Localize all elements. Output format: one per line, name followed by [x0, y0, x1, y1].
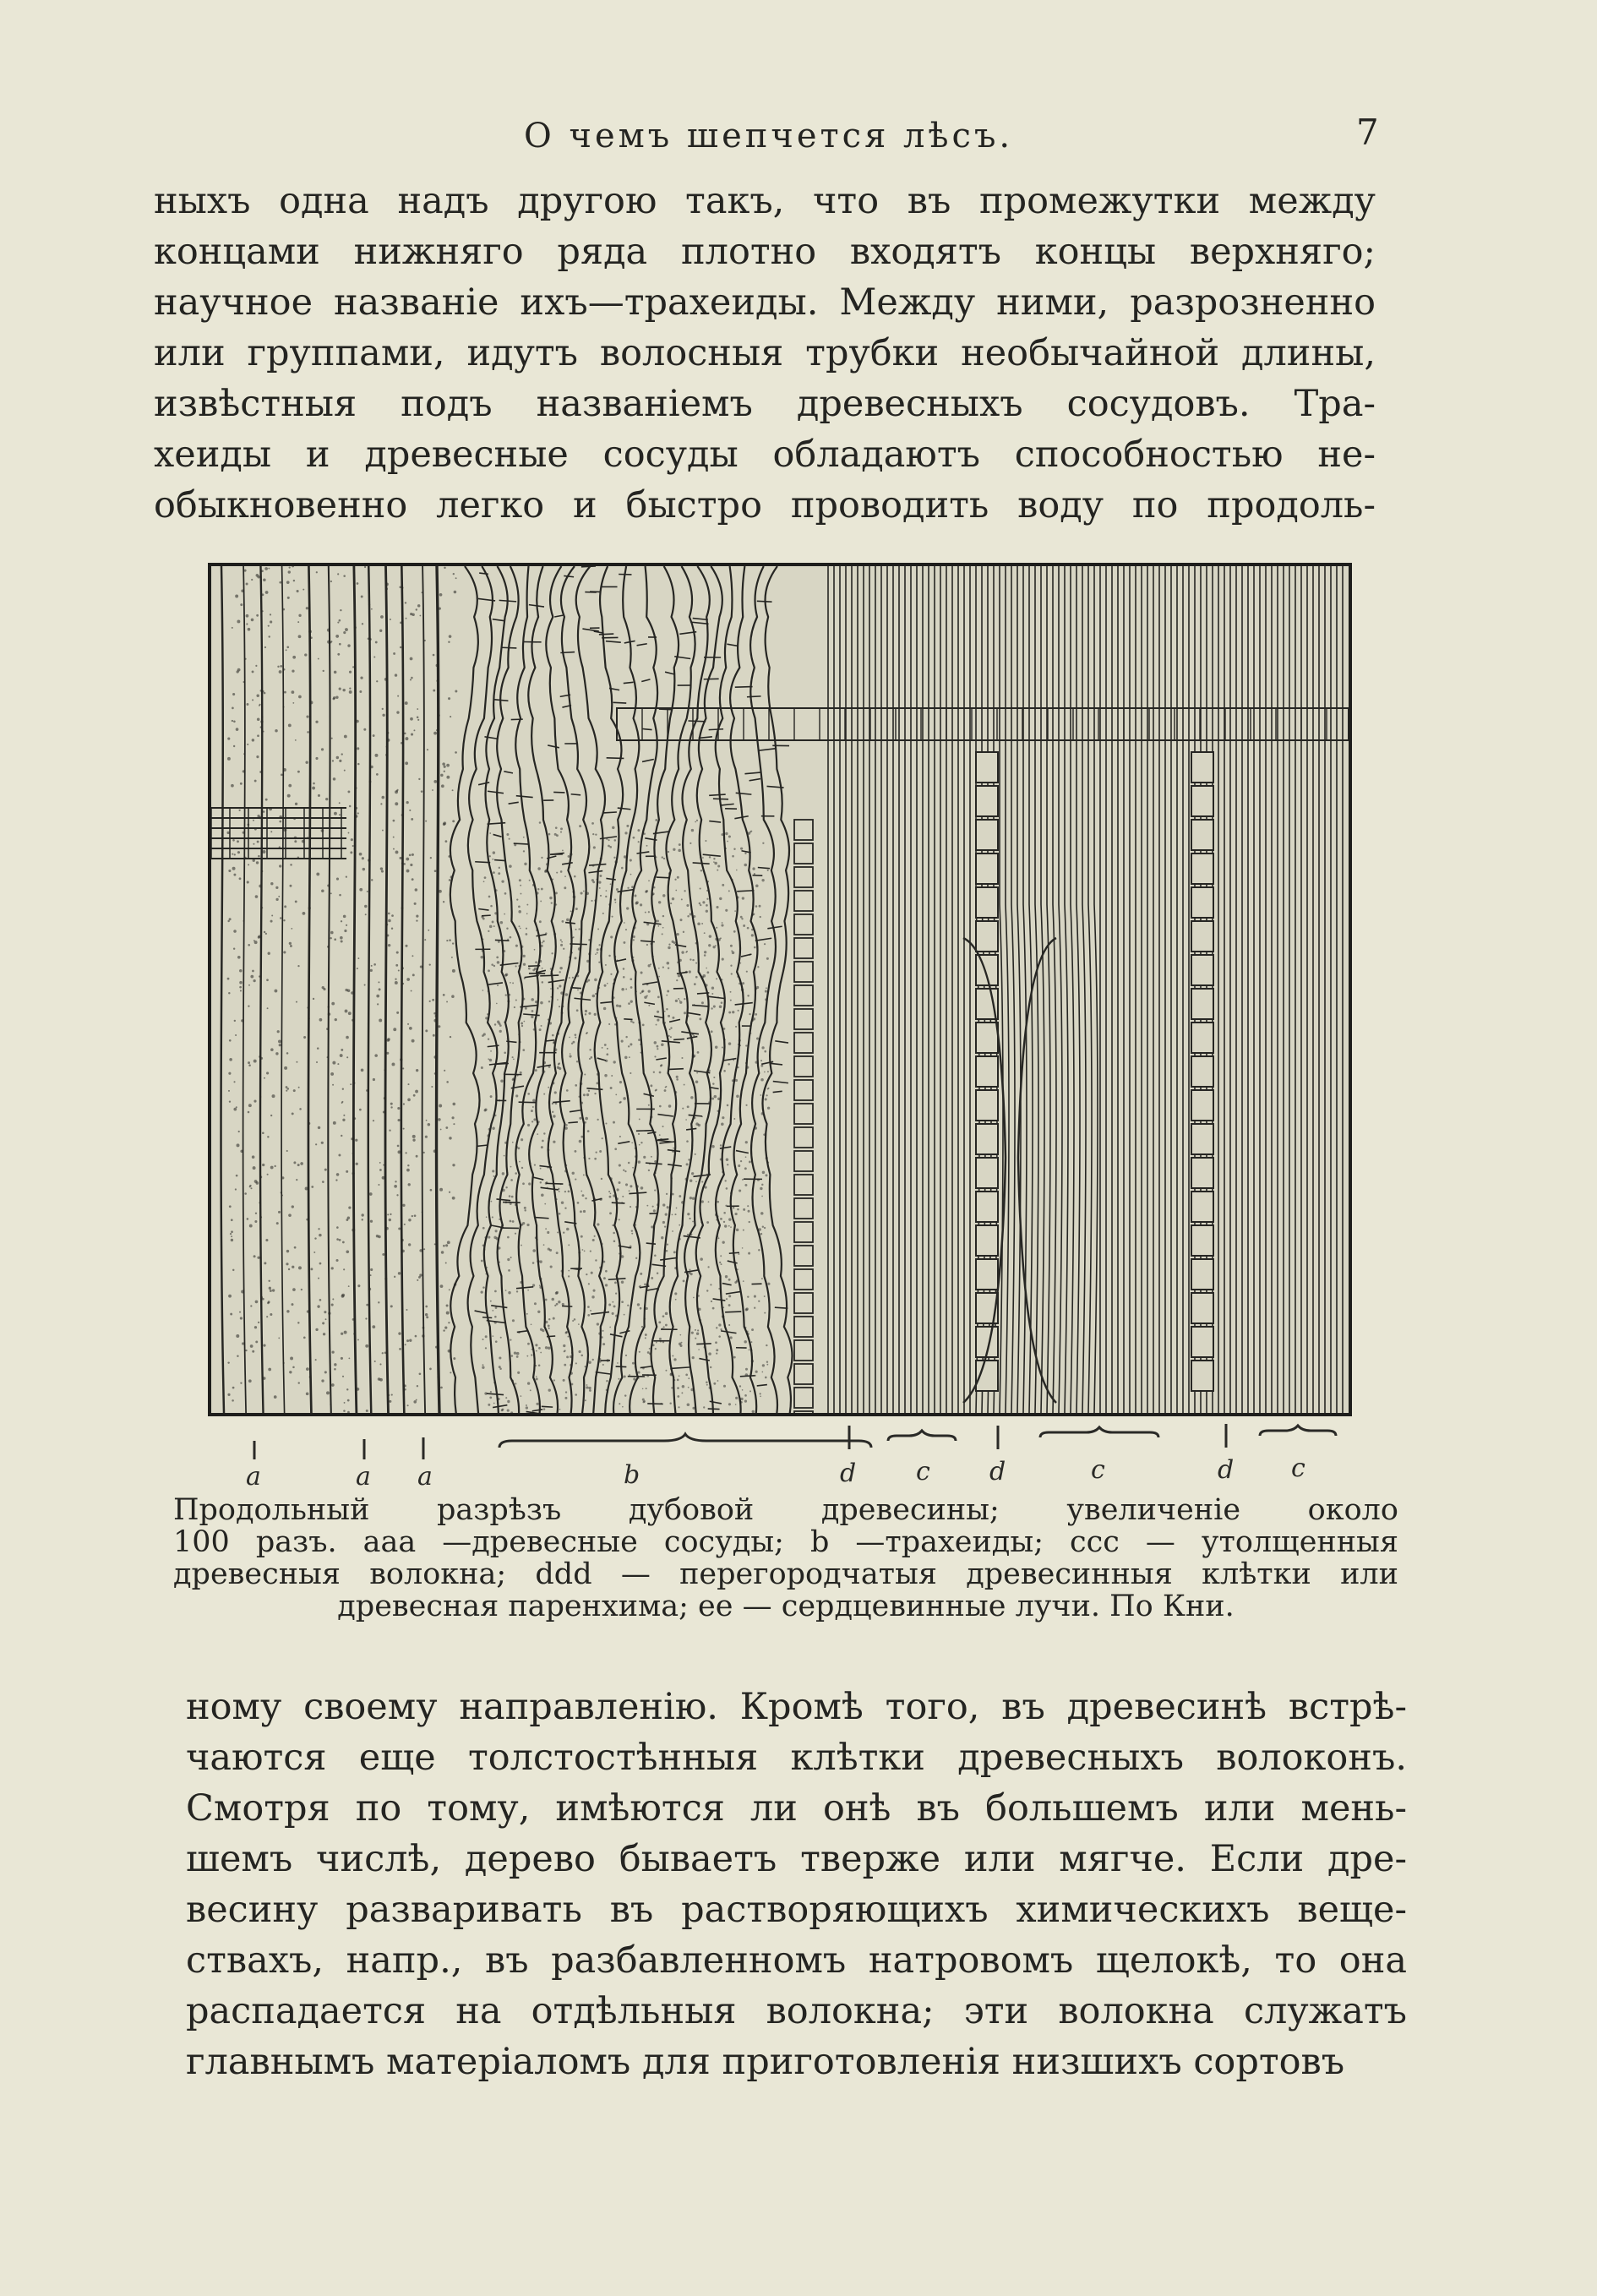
page-number: 7: [1356, 112, 1379, 153]
engraving-drawing: [211, 566, 1349, 1413]
text-line: весину разваривать въ растворяющихъ химическихъ веще-: [186, 1889, 1407, 1931]
caption-line: древесныя волокна; ddd — перегородчатыя древесинныя клѣтки или: [173, 1558, 1398, 1590]
text-line: главнымъ матеріаломъ для приготовленія низшихъ сортовъ: [186, 2041, 1345, 2083]
text-line: извѣстныя подъ названіемъ древесныхъ сосудовъ. Тра-: [154, 383, 1376, 425]
text-line: концами нижняго ряда плотно входятъ концы верхняго;: [154, 231, 1376, 273]
label-c2: c: [1091, 1455, 1105, 1485]
text-line: обыкновенно легко и быстро проводить воду по продоль-: [154, 484, 1376, 526]
label-c3: c: [1291, 1453, 1305, 1483]
label-d3: d: [1218, 1455, 1235, 1485]
label-markers: [208, 1415, 1349, 1492]
text-line: шемъ числѣ, дерево бываетъ тверже или мягче. Если дре-: [186, 1838, 1407, 1880]
top-paragraph: [154, 176, 1376, 531]
text-line: распадается на отдѣльныя волокна; эти волокна служатъ: [186, 1990, 1407, 2032]
text-line: научное названіе ихъ—трахеиды. Между ними, разрозненно: [154, 281, 1376, 324]
wood-section-illustration: [208, 563, 1352, 1416]
label-a2: a: [356, 1462, 371, 1492]
text-line: ному своему направленію. Кромѣ того, въ древесинѣ встрѣ-: [186, 1686, 1407, 1728]
bottom-paragraph: [186, 1682, 1407, 2087]
text-line: ствахъ, напр., въ разбавленномъ натровомъ щелокѣ, то она: [186, 1939, 1407, 1982]
label-a3: a: [417, 1462, 433, 1492]
figure-labels: [208, 1415, 1349, 1492]
label-b: b: [624, 1460, 640, 1490]
text-line: хеиды и древесные сосуды обладаютъ способностью не-: [154, 434, 1376, 476]
label-d2: d: [989, 1457, 1006, 1486]
running-title: О чемъ шепчется лѣсъ.: [524, 117, 1014, 155]
label-c1: c: [916, 1457, 930, 1486]
text-line: Смотря по тому, имѣются ли онѣ въ большемъ или мень-: [186, 1787, 1407, 1830]
text-line: чаются еще толстостѣнныя клѣтки древесныхъ волоконъ.: [186, 1737, 1407, 1779]
label-a1: a: [246, 1462, 261, 1492]
caption-line: 100 разъ. aaa —древесные сосуды; b —трахеиды; ccc — утолщенныя: [173, 1526, 1398, 1558]
label-d1: d: [840, 1459, 857, 1488]
figure-caption: [173, 1494, 1398, 1622]
text-line: или группами, идутъ волосныя трубки необычайной длины,: [154, 332, 1376, 374]
text-line: ныхъ одна надъ другою такъ, что въ промежутки между: [154, 180, 1376, 222]
caption-line: древесная паренхима; ee — сердцевинные лучи. По Кни.: [337, 1590, 1235, 1622]
caption-line: Продольный разрѣзъ дубовой древесины; увеличеніе около: [173, 1494, 1398, 1526]
